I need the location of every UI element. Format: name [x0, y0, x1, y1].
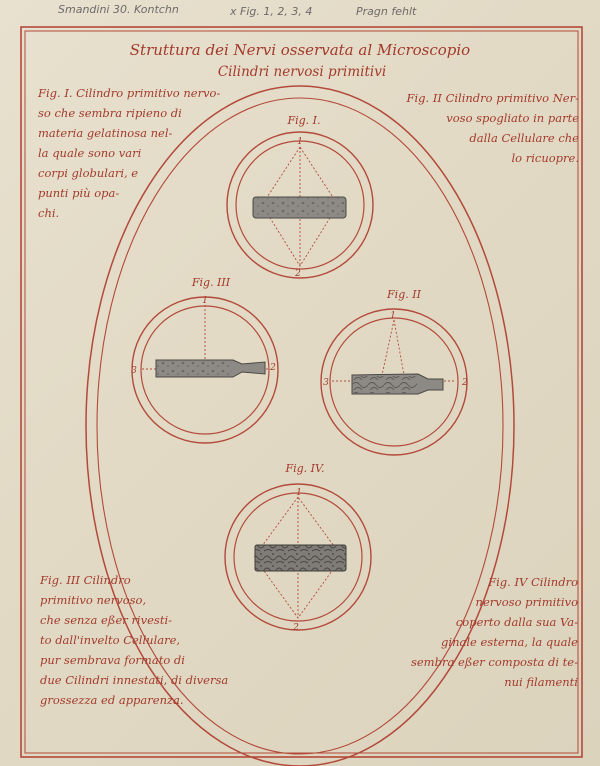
caption-fig-4	[356, 572, 578, 692]
figure-2-point-2: 2	[462, 378, 468, 388]
figure-4-specimen-fibres	[255, 545, 346, 571]
caption-fig-1	[38, 83, 248, 223]
figure-4-label: Fig. IV.	[285, 462, 325, 475]
caption-fig-4-line: nui filamenti	[504, 675, 578, 689]
caption-fig-1-line: la quale sono vari	[38, 146, 142, 160]
figure-1-point-2: 2	[295, 269, 301, 279]
caption-fig-1-line: chi.	[38, 206, 60, 220]
page-subtitle: Cilindri nervosi primitivi	[217, 64, 387, 80]
figure-3-specimen-granules	[157, 361, 232, 376]
figure-2-point-1: 1	[390, 311, 396, 321]
caption-fig-4-line: sembra eßer composta di te-	[410, 655, 578, 669]
figure-3-point-1: 1	[202, 296, 208, 306]
figure-2-construction-lines	[332, 320, 456, 381]
figure-2-label: Fig. II	[387, 288, 421, 301]
figure-1-specimen-granules	[253, 197, 346, 218]
figure-1-point-1: 1	[297, 137, 303, 147]
caption-fig-2-line: dalla Cellulare che	[469, 131, 579, 145]
caption-fig-1-line: so che sembra ripieno di	[38, 106, 182, 120]
caption-fig-3-line: primitivo nervoso,	[40, 593, 147, 607]
caption-fig-3-line: grossezza ed apparenza.	[40, 693, 184, 707]
caption-fig-2-line: lo ricuopre.	[511, 151, 579, 165]
caption-fig-1-line: Fig. I. Cilindro primitivo nervo-	[38, 86, 221, 100]
caption-fig-4-line: nervoso primitivo	[475, 595, 578, 609]
figure-3-construction-lines	[142, 305, 268, 369]
caption-fig-3-line: pur sembrava formato di	[40, 653, 185, 667]
caption-fig-4-line: ginale esterna, la quale	[441, 635, 578, 649]
caption-fig-1-line: corpi globulari, e	[38, 166, 139, 180]
caption-fig-3-line: due Cilindri innestati, di diversa	[40, 673, 229, 687]
page-title: Struttura dei Nervi osservata al Microscopio	[129, 41, 471, 59]
caption-fig-2-line: Fig. II Cilindro primitivo Ner-	[406, 91, 579, 105]
figure-3-label: Fig. III	[191, 276, 231, 289]
caption-fig-4-line: Fig. IV Cilindro	[488, 575, 578, 589]
caption-fig-1-line: materia gelatinosa nel-	[38, 126, 173, 140]
caption-fig-2-line: voso spogliato in parte	[446, 111, 579, 125]
figure-4-point-2: 2	[293, 623, 299, 633]
figure-1	[227, 114, 373, 279]
figure-3	[131, 276, 278, 443]
caption-fig-1-line: punti più opa-	[38, 186, 120, 200]
pencil-note-figs: x Fig. 1, 2, 3, 4	[230, 5, 313, 18]
caption-fig-4-line: coperto dalla sua Va-	[455, 615, 578, 629]
figure-1-label: Fig. I.	[287, 114, 321, 127]
pencil-note-right: Pragn fehlt	[356, 5, 417, 18]
figure-3-point-2: 2	[270, 363, 276, 373]
pencil-note-left: Smandini 30. Kontchn	[58, 3, 179, 16]
caption-fig-2	[374, 88, 579, 168]
figure-2-point-3: 3	[323, 378, 329, 388]
figure-3-point-3: 3	[131, 366, 137, 376]
caption-fig-3-line: Fig. III Cilindro	[40, 573, 131, 587]
caption-fig-3-line: che senza eßer rivesti-	[40, 613, 173, 627]
caption-fig-3-line: to dall'invelto Cellulare,	[40, 633, 181, 647]
caption-fig-3	[40, 570, 270, 710]
figure-4-point-1: 1	[296, 488, 302, 498]
figure-2-specimen-sheath	[353, 376, 417, 393]
figure-2	[321, 288, 468, 455]
